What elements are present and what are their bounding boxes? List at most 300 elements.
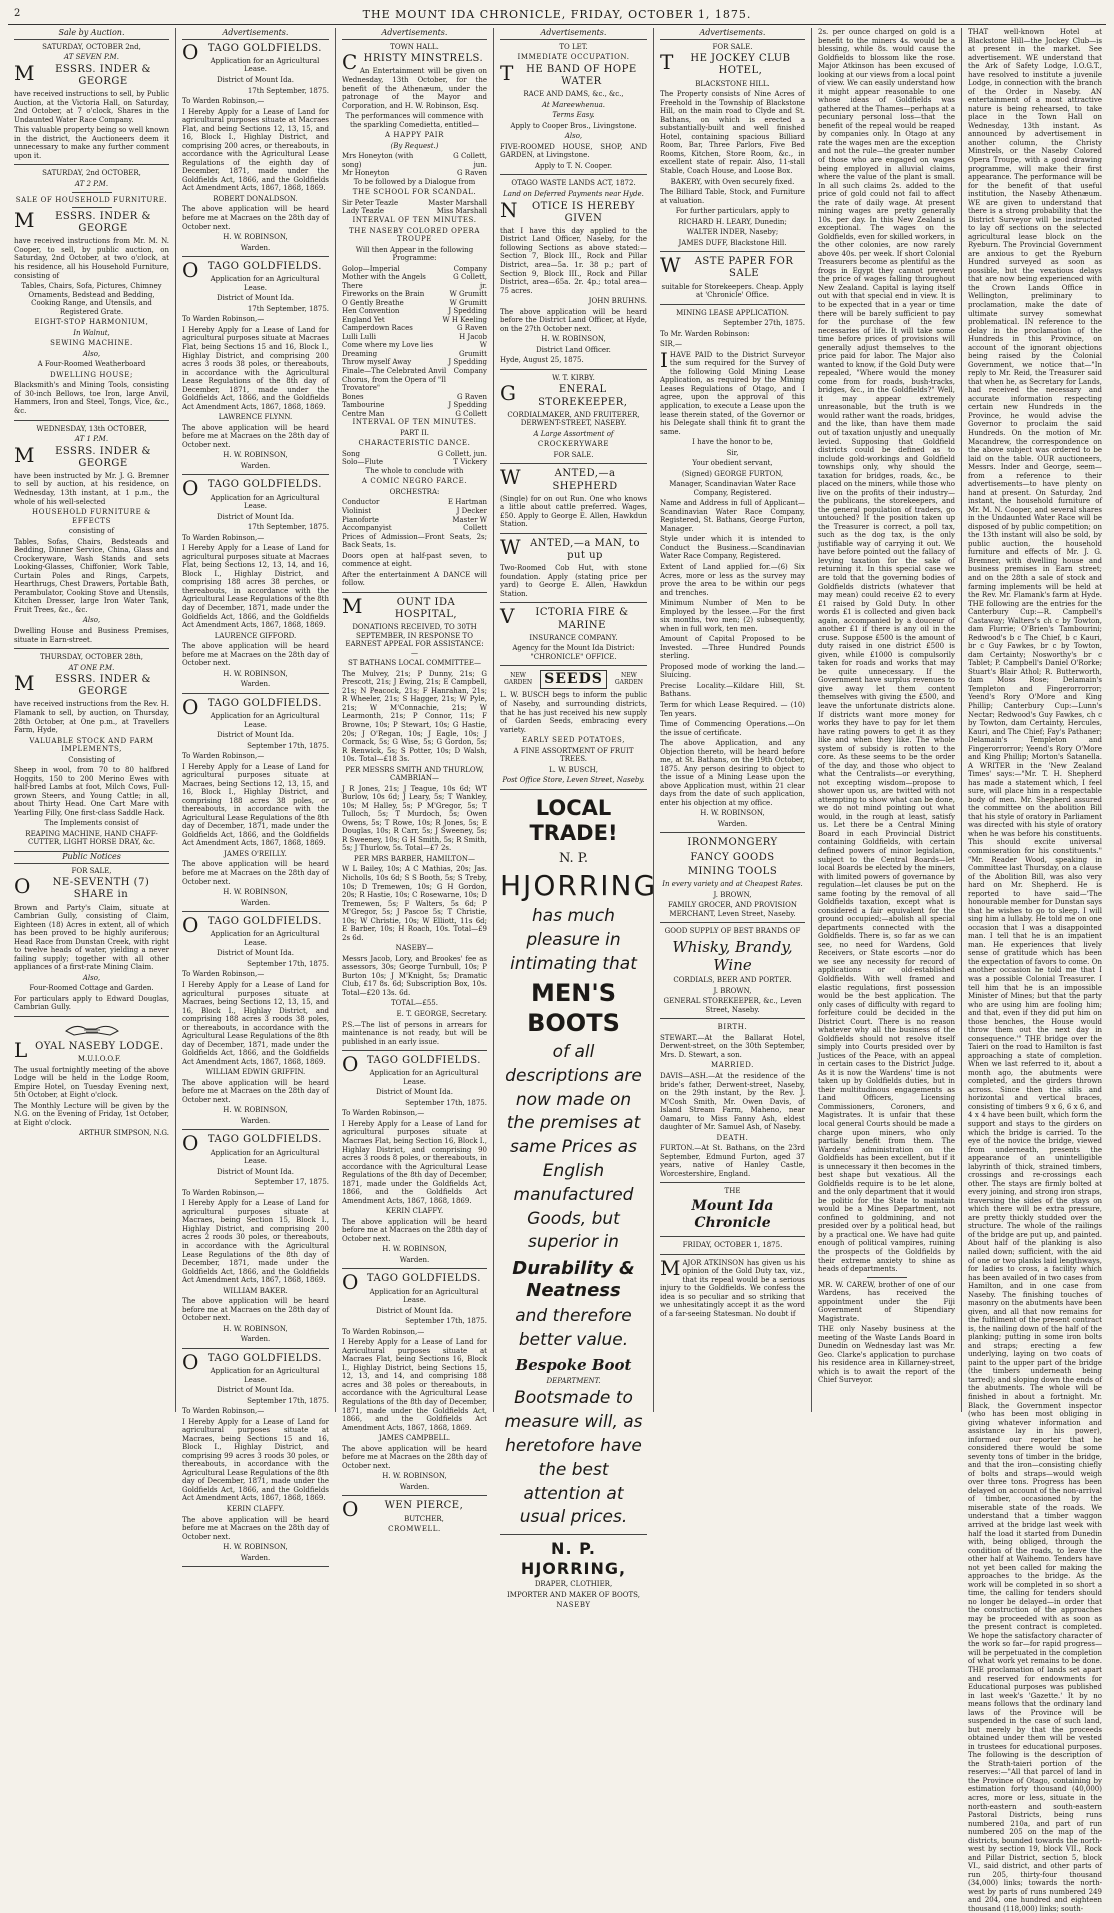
divider <box>500 665 647 666</box>
cast-row <box>342 516 487 533</box>
lease-date: September 17, 1875. <box>254 1178 329 1187</box>
warden-title: Warden. <box>240 1553 271 1562</box>
cast-role: O Gently Breathe <box>342 298 404 307</box>
married-heading: MARRIED. <box>710 1061 755 1070</box>
auction-date: SATURDAY, 2nd OCTOBER, <box>42 169 141 178</box>
insurance-agent: Agency for the Mount Ida District: "CHRONICLE" OFFICE. <box>512 644 635 661</box>
warden-title: Warden. <box>240 1116 271 1125</box>
lease-to: To Warden Robinson,— <box>182 1407 265 1416</box>
lease-district: District of Mount Ida. <box>217 76 294 84</box>
notice-date: Hyde, August 25, 1875. <box>500 356 584 365</box>
cast-role: Sir Peter Teazle <box>342 198 399 207</box>
cordials-heading: CORDIALS, BEER AND PORTER. <box>673 976 792 985</box>
cast-role: Tambourine <box>342 401 385 410</box>
divider <box>660 1182 805 1183</box>
divider <box>14 420 169 421</box>
cast-role: Song <box>342 449 360 458</box>
mining-signed: (Signed) GEORGE FURTON, <box>681 469 784 478</box>
auction-lot-detail: In Walnut, <box>73 328 110 337</box>
divider <box>660 304 805 305</box>
cast-role: Mother with the Angels There <box>342 273 426 290</box>
to-let-apply: Apply to T. N. Cooper. <box>534 161 613 170</box>
divider <box>660 1254 805 1255</box>
cast-role: Golop—Imperial <box>342 264 400 273</box>
event-piece: THE SCHOOL FOR SCANDAL. <box>352 188 477 197</box>
donor-list: J R Jones, 21s; J Teague, 10s 6d; WT Burlow, 10s 6d; J Leary, 5s; T Wankley, 10s; M Halley, 5s; P M'Gregor, 5s; T Tulloch, 5s; T Murdoch, 5s; Owen Owens, 5s; T Rowe, 10s; R Jones, 5s; E Douglas, 10s; R Carr, 5s; J Sweeney, 5s; R Sweeney, 10s; G H Smith, 5s; R Smith, 5s; J Thurlow, 5s. Total—£7 2s. <box>342 784 487 853</box>
lease-date: 17th September, 1875. <box>247 86 329 95</box>
event-body: The performances will commence with the sparkling Comedietta, entitled— <box>345 112 484 129</box>
lease-applicant: JAMES O'REILLY. <box>224 849 287 858</box>
mining-date: September 27th, 1875. <box>723 319 805 328</box>
death-heading: DEATH. <box>716 1133 749 1142</box>
divider <box>660 832 805 833</box>
lease-title-cap: O <box>182 1131 199 1156</box>
cast-list <box>342 498 487 532</box>
mining-sir: SIR,— <box>660 340 683 349</box>
hjorring-initials: N. P. <box>558 850 589 866</box>
cast-performer: J Spedding <box>448 307 487 316</box>
auction-items: Tables, Chairs, Sofa, Pictures, Chimney Ornaments, Bedstead and Bedding, Cooking Range, and Utensils, and Registered Grate. <box>21 282 162 316</box>
notice-also: Also, <box>82 973 101 982</box>
lease-to: To Warden Robinson,— <box>182 1188 265 1197</box>
auction-lot: EIGHT-STOP HARMONIUM, <box>34 318 149 327</box>
notice-body: Brown and Party's Claim, situate at Cambrian Gully, consisting of Claim, Eighteen (18) Acres in extent, all of which has been proved to be highly auriferous; Head Race from Dunstan Creek, with right to twelve heads of water, yielding a never failing supply; together with all other appliances of a first-rate Mining Claim. <box>14 903 169 972</box>
mining-to: To Mr. Warden Robinson: <box>660 329 750 338</box>
divider <box>500 789 647 790</box>
insurance-title-2: INSURANCE COMPANY. <box>529 633 618 642</box>
cast-performer: W Grumitt <box>449 290 487 299</box>
lease-hearing: The above application will be heard before me at Macraes on the 28th day of October next. <box>182 1297 329 1323</box>
officer-name: H. W. ROBINSON, <box>541 335 606 344</box>
masthead <box>8 6 1106 25</box>
cast-role: Mr Honeyton <box>342 169 390 178</box>
event-body: The whole to conclude with <box>365 466 464 475</box>
auction-body: have received instructions from the Rev. H. Flamank to sell, by auction, on Thursday, 28th October, at One p.m., at Travellers Farm, Hyde, <box>14 700 169 735</box>
lease-application: Application for an Agricultural Lease. <box>210 493 320 511</box>
to-let-title-2: RACE AND DAMS, &c., &c., <box>523 90 624 99</box>
lease-title-cap: O <box>182 476 199 501</box>
warden-title: Warden. <box>240 898 271 907</box>
divider <box>500 1534 647 1535</box>
act-sub: Land on Deferred Payments near Hyde. <box>503 189 644 198</box>
news-item: THE only Naseby business at the meeting of the Waste Lands Board in Dunedin on Wednesday last was Mr. Geo. Clarke's application to purchase his residence area in Killarney-street, which is to await the report of the Chief Surveyor. <box>818 1325 955 1385</box>
cast-performer: G Raven <box>456 169 487 178</box>
seeds-label-right: NEW GARDEN <box>614 672 643 686</box>
merchant-stock-3: FOR SALE. <box>553 450 594 459</box>
lease-applicant: LAWRENCE FLYNN. <box>218 413 293 422</box>
auction-body: have received instructions from Mr. M. N. Cooper, to sell, by public auction, on Saturday, 2nd October, at two o'clock, at his residence, all his Household Furniture, consisting of <box>14 237 169 280</box>
promo-text: Bootsmade to measure will, as heretofore have the best attention at usual prices. <box>504 1388 643 1528</box>
lease-title <box>182 913 329 938</box>
promo-text: and therefore better value. <box>515 1306 632 1350</box>
cast-performer: Company <box>453 367 487 375</box>
lease-date: 17th September, 1875. <box>247 523 329 532</box>
merchant-trade: G ENERAL STOREKEEPER, <box>500 381 628 408</box>
lease-application: Application for an Agricultural Lease. <box>369 1287 479 1305</box>
divider <box>500 602 647 603</box>
bespoke-department: DEPARTMENT. <box>546 1376 601 1385</box>
donor-group: PER MESSRS SMITH AND THURLOW, CAMBRIAN— <box>345 765 484 783</box>
warden-title: Warden. <box>399 1482 430 1491</box>
seeds-label-left: NEW GARDEN <box>504 672 533 686</box>
event-piece: CHARACTERISTIC DANCE. <box>358 439 471 448</box>
lease-district: District of Mount Ida. <box>217 1167 294 1176</box>
lease-title-text: TAGO GOLDFIELDS. <box>207 916 322 928</box>
storekeeper-name: J. BROWN, <box>713 986 752 995</box>
birth-heading: BIRTH. <box>717 1023 748 1032</box>
mining-fields <box>660 499 805 737</box>
lease-date: 17th September, 1875. <box>247 304 329 313</box>
auction-time: AT 1 P.M. <box>74 435 109 444</box>
lease-body: I Hereby Apply for a Lease of Land for agricultural purposes situate at Macraes, being Section 15, Block I., Highlay District, and comprising 200 acres 2 roods 30 poles, or thereabouts, in accordance with the Agricultural Lease Regulations of the 8th day of December, 1871, made under the Goldfields Act, 1866, and the Goldfields Act Amendment Acts, 1867, 1868, 1869. <box>182 1199 329 1285</box>
lease-hearing: The above application will be heard before me at Macraes on the 28th day of October next. <box>342 1444 487 1470</box>
auction-lot-detail: Dwelling House and Business Premises, situate in Earn-street. <box>14 626 169 644</box>
notice-sign: JOHN BRUHNS. <box>588 297 647 306</box>
cast-row <box>342 207 487 216</box>
promo-text: has much pleasure in intimating that <box>510 906 637 974</box>
editorial-date: FRIDAY, OCTOBER 1, 1875. <box>682 1241 783 1250</box>
interval: INTERVAL OF TEN MINUTES. <box>352 215 477 224</box>
cast-role: England Yet <box>342 315 385 324</box>
donor-list: W L Bailey, 10s; A C Mathias, 20s; Jas. Nicholls, 10s 6d; S S Booth, 5s; S Treby, 10s; D Tremewen, 10s; G H Gordon, 20s; R Hastie, 10s; C Rosewarne, 10s; D Tremewen, 5s; F Walters, 5s 6d; P M'Gregor, 5s; J Pascoe 5s; T Christie, 10s; W Christie, 10s; W Elliott, 11s 6d; E Barber, 10s; H Roach, 10s. Total—£9 2s 6d. <box>342 865 487 942</box>
auction-lot: SEWING MACHINE. <box>50 339 133 348</box>
mining-body: IHAVE PAID to the District Surveyor the sum required for the Survey of the following Gold Mining Lease Application, as required by the Mining Leases Regulations of Otago, and I agree, upon the approval of this application, to execute a Lease upon the lease therein stated, of the Governor or his Delegate shall think fit to grant the same. <box>660 347 805 436</box>
notice-hearing: The above application will be heard before the District Land Officer, at Hyde, on the 27th October next. <box>500 307 647 333</box>
cast-role: Lulli Lulli <box>342 332 376 341</box>
warden-name: H. W. ROBINSON, <box>223 1324 288 1333</box>
mining-honour: I have the honor to be, <box>692 438 773 447</box>
divider <box>500 369 647 370</box>
act-title: OTAGO WASTE LANDS ACT, 1872. <box>511 179 636 188</box>
warden-name: H. W. ROBINSON, <box>700 809 765 818</box>
lease-list <box>182 39 329 1567</box>
auction-lot-detail: A Four-Roomed Weatherboard <box>37 360 146 369</box>
section-heading: Public Notices <box>14 851 169 864</box>
column-4 <box>494 28 658 1610</box>
lease-district: District of Mount Ida. <box>217 731 294 740</box>
event-dance: After the entertainment A DANCE will follow. <box>342 570 487 588</box>
warden-name: H. W. ROBINSON, <box>223 1106 288 1115</box>
cast-row <box>342 393 487 402</box>
mining-field: Term for which Lease Required. — (10) Ten years. <box>660 700 805 718</box>
event-body: An Entertainment will be given on Wednesday, 13th October, for the benefit of the Athenæum, under the patronage of the Mayor and Corporation, and H. W. Robinson, Esq. <box>342 67 487 110</box>
bespoke-heading: Bespoke Boot <box>515 1355 632 1374</box>
warden-name: H. W. ROBINSON, <box>223 888 288 897</box>
cast-row <box>342 358 487 367</box>
mens-boots: MEN'S BOOTS <box>527 979 620 1037</box>
variety-text: In every variety and at Cheapest Rates. <box>662 879 803 888</box>
hotel-body: The Property consists of Nine Acres of Freehold in the Township of Blackstone Hill, on the main road to Clyde and St. Bathans, on which is erected a substantially-built and well finished Hotel, containing spacious Billiard Room, Bar, Three Parlors, Five Bed Rooms, Kitchen, Store Room, &c., in excellent state of repair. Also, 11-stall Stable, Coach House, and Loose Box. <box>660 90 805 175</box>
lease-hearing: The above application will be heard before me at Macraes on the 28th day of October next. <box>182 860 329 886</box>
warden-name: H. W. ROBINSON, <box>223 669 288 678</box>
lease-title-text: TAGO GOLDFIELDS. <box>207 479 322 491</box>
lease-title <box>182 1349 329 1374</box>
cast-row <box>342 450 487 459</box>
seeds-merchant: L. W. BUSCH, <box>548 765 599 774</box>
mining-sir: Sir, <box>726 448 739 457</box>
auction-lot-detail: Blacksmith's and Mining Tools, consisting of 30-inch Bellows, toe Iron, large Anvil, Hammers, Iron and Steel, Tongs, Vice, &c., &c. <box>14 381 169 415</box>
mining-title: MINING LEASE APPLICATION. <box>676 308 789 317</box>
auction-also: Also, <box>82 349 101 358</box>
masthead-title: THE MOUNT IDA CHRONICLE, FRIDAY, OCTOBER 1, 1875. <box>362 8 752 21</box>
lodge-signed: ARTHUR SIMPSON, N.G. <box>79 1129 169 1138</box>
lease-body: I Hereby Apply for a Lease of Land for agricultural purposes situate at Macraes Flat, being Sections 12, 13, 14, and 16, Block I., Highlay District, and comprising 188 acres 38 perches, or thereabouts, in accordance with the Agricultural Lease Regulations of the 8th day of December, 1871, made under the Goldfields Act, 1866, and the Goldfields Act Amendment Acts, 1867, 1868, 1869. <box>182 544 329 630</box>
column-2 <box>176 28 336 1562</box>
cast-role: Bones <box>342 392 364 401</box>
warden-name: H. W. ROBINSON, <box>382 1245 447 1254</box>
auction-time: AT 2 P.M. <box>74 179 109 188</box>
auctioneer-name: M ESSRS. INDER & GEORGE <box>14 671 151 698</box>
notice-lead: O NE-SEVENTH (7) SHARE in <box>14 874 150 901</box>
lease-hearing: The above application will be heard before me at Macraes on the 28th day of October next. <box>342 1217 487 1243</box>
cast-role: Camperdown Races <box>342 324 413 333</box>
married-notice: DAVIS—ASH.—At the residence of the bride's father, Derwent-street, Naseby, on the 29th instant, by the Rev. J. M'Cosh Smith, Mr. Owen Davis, of Island Stream Farm, Maheno, near Oamaru, to Miss Fanny Ash, eldest daughter of Mr. Samuel Ash, of Naseby. <box>660 1072 805 1132</box>
cast-row <box>342 324 487 333</box>
mining-servant: Your obedient servant, <box>692 459 773 468</box>
lease-to: To Warden Robinson,— <box>182 533 265 542</box>
divider <box>660 251 805 252</box>
seeds-potatoes: EARLY SEED POTATOES, <box>521 736 626 745</box>
divider <box>182 911 329 912</box>
divider <box>660 1018 805 1019</box>
lease-hearing: The above application will be heard before me at Macraes on the 28th day of October next. <box>182 423 329 449</box>
cast-row <box>342 273 487 290</box>
cast-performer: J Decker <box>456 506 487 515</box>
divider <box>182 1566 329 1567</box>
warden-name: H. W. ROBINSON, <box>382 1472 447 1481</box>
waste-paper-title: W ASTE PAPER FOR SALE <box>660 253 794 280</box>
mining-manager: Manager, Scandinavian Water Race Company, Registered. <box>669 480 796 497</box>
donor-group: PER MRS BARBER, HAMILTON— <box>354 854 475 863</box>
lease-applicant: WILLIAM EDWIN GRIFFIN. <box>205 1068 306 1077</box>
lease-application: Application for an Agricultural Lease. <box>210 56 320 74</box>
cast-row <box>342 458 487 467</box>
hotel-billiard: The Billiard Table, Stock, and Furniture at valuation. <box>660 188 805 205</box>
hospital-title: M OUNT IDA HOSPITAL, <box>342 593 458 620</box>
auction-body: have received instructions to sell, by Public Auction, at the Victoria Hall, on Saturday, 2nd October, at 7 o'clock, Shares in the Undaunted Water Race Company. <box>14 90 169 124</box>
fancy-goods-heading: FANCY GOODS <box>690 851 775 863</box>
mining-tools-heading: MINING TOOLS <box>687 865 778 877</box>
officer-title: District Land Officer. <box>536 345 611 354</box>
notice-title: N OTICE IS HEREBY GIVEN <box>500 197 636 224</box>
birth-notice: STEWART.—At the Ballarat Hotel, Derwent-street, on the 30th September, Mrs. D. Stewart, a son. <box>660 1033 805 1059</box>
cast-role: Lady Teazle <box>342 207 384 216</box>
divider <box>72 207 112 208</box>
lease-district: District of Mount Ida. <box>376 1088 453 1097</box>
programme-list <box>342 265 487 419</box>
editorial-the: THE <box>724 1187 741 1196</box>
cast-row <box>342 410 487 419</box>
cast-performer: G Collett <box>455 409 487 418</box>
to-let-location: At Mareewhenua. <box>542 100 605 109</box>
cast-performer: W H Keeling <box>442 315 487 324</box>
lease-title-text: TAGO GOLDFIELDS. <box>207 261 322 273</box>
cast-performer: W Grumitt <box>449 298 487 307</box>
lease-applicant: ROBERT DONALDSON. <box>213 194 298 203</box>
column-3 <box>336 28 494 1534</box>
lease-application: Application for an Agricultural Lease. <box>210 275 320 292</box>
cast-row <box>342 169 487 178</box>
lease-body: I Hereby Apply for a Lease of Land for agricultural purposes situate at Macraes, being Sections 15 and 16, Block I., Highlay District, and comprising 99 acres 3 roods 30 poles, or thereabouts, in accordance with the Agricultural Lease Regulations of the 8th day of December, 1871, made under the Goldfields Act, 1866, and the Goldfields Act Amendment Acts, 1867, 1868, 1869. <box>182 1417 329 1503</box>
lodge-body: The usual fortnightly meeting of the above Lodge will be held in the Lodge Room, Empire Hotel, on Tuesday Evening next, 5th October, at Eight o'clock. <box>14 1065 169 1100</box>
seeds-fruit: A FINE ASSORTMENT OF FRUIT TREES. <box>513 746 634 764</box>
mining-field: Extent of Land applied for.—(6) Six Acres, more or less as the survey may prove the area to be within our pegs and trenches. <box>660 563 805 597</box>
lease-application: Application for an Agricultural Lease. <box>210 930 320 947</box>
agent-name: WALTER INDER, Naseby; <box>686 228 779 237</box>
cast-row <box>342 299 487 308</box>
lease-date: September 17th, 1875. <box>247 1396 329 1405</box>
event-part: PART II. <box>400 428 429 437</box>
auction-lot: DWELLING HOUSE; <box>50 370 133 379</box>
lease-application: Application for an Agricultural Lease. <box>210 711 320 729</box>
merchant-name: W. T. KIRBY. <box>552 373 595 382</box>
cast-performer: G Collett, jun. <box>453 152 487 169</box>
lease-hearing: The above application will be heard before me at Macraes on the 28th day of October next. <box>182 205 329 231</box>
editorial-text: MAJOR ATKINSON has given us his opinion of the Gold Duty tax, viz., that its repeal would be a serious injury to the Goldfields. We confess the idea is so peculiar and so striking that we unhesitatingly accept it as the word of a far-seeing Statesman. No doubt if <box>660 1255 805 1318</box>
auctioneer-name: M ESSRS. INDER & GEORGE <box>14 442 151 469</box>
warden-title: Warden. <box>240 243 271 252</box>
divider <box>182 693 329 694</box>
warden-title: Warden. <box>240 1335 271 1344</box>
cast-performer: G Raven <box>456 324 487 333</box>
cast-row <box>342 265 487 274</box>
divider <box>500 463 647 464</box>
lease-applicant: JAMES CAMPBELL. <box>378 1434 451 1443</box>
local-trade-heading: LOCAL TRADE! <box>529 795 618 846</box>
event-body: To be followed by a Dialogue from <box>353 177 476 186</box>
lease-to: To Warden Robinson,— <box>342 1109 425 1118</box>
lease-hearing: The above application will be heard before me at Macraes on the 28th day of October next. <box>182 1515 329 1541</box>
cast-role: Come where my Love lies Dreaming <box>342 341 434 358</box>
secretary: E. T. GEORGE, Secretary. <box>396 1009 487 1018</box>
postscript: P.S.—The list of persons in arrears for maintenance is not ready, but will be published in an early issue. <box>342 1020 487 1046</box>
cast-row <box>342 152 487 169</box>
lease-district: District of Mount Ida. <box>376 1306 453 1315</box>
cast-role: Throw myself Away <box>342 358 412 367</box>
cast-row <box>342 199 487 208</box>
notice-body: that I have this day applied to the District Land Officer, Naseby, for the following Sections as above stated:—Section 7, Block III., Rock and Pillar District, area—5a. 1r. 38 p.; part of Section 9, Block III., Rock and Pillar District, area—65a. 2r. 4p.; total area—75 acres. <box>500 226 647 295</box>
agent-name: JAMES DUFF, Blackstone Hill. <box>678 238 787 247</box>
grocer-name: J. BROWN, <box>713 890 752 899</box>
to-let-heading: TO LET. <box>559 42 588 51</box>
lease-body: I Hereby Apply for a Lease of Land for agricultural purposes situate at Macraes Flat, being Section 16, Block I., Highlay District, and comprising 90 acres 3 roods 8 poles, or thereabouts, in accordance with the Agricultural Lease Regulations of the 8th day of December, 1871, made under the Goldfields Act, 1866, and the Goldfields Act Amendment Acts, 1867, 1868, 1869. <box>342 1119 487 1205</box>
sale-heading: FOR SALE. <box>712 42 753 51</box>
lease-date: September 17th, 1875. <box>247 959 329 968</box>
auction-date: WEDNESDAY, 13th OCTOBER, <box>36 424 147 433</box>
warden-name: H. W. ROBINSON, <box>223 1543 288 1552</box>
hotel-title: T HE JOCKEY CLUB HOTEL, <box>660 50 791 77</box>
notice-heading: FOR SALE, <box>71 866 112 875</box>
event-piece: THE NASEBY COLORED OPERA TROUPE <box>348 226 481 244</box>
lodge-body: The Monthly Lecture will be given by the N.G. on the Evening of Friday, 1st October, at Eight o'clock. <box>14 1101 169 1127</box>
divider <box>342 592 487 593</box>
divider <box>14 1016 169 1017</box>
cast-role: Pianoforte Accompanyist <box>342 515 392 533</box>
to-let-terms: Terms Easy. <box>552 111 595 120</box>
cast-performer: J Spedding <box>448 358 487 367</box>
auctioneer-name: M ESSRS. INDER & GEORGE <box>14 60 151 87</box>
seeds-title: SEEDS <box>540 670 607 689</box>
merchant-stock-2: CROCKERYWARE <box>537 440 610 449</box>
lease-applicant: KERIN CLAFFY. <box>226 1504 285 1513</box>
butcher-town: CROMWELL. <box>388 1525 441 1534</box>
column-6 <box>812 28 962 1412</box>
auction-items: Sheep in wool, from 70 to 80 halfbred Hoggits, 150 to 200 Merino Ewes with half-bred Lambs at foot, Milch Cows, Full-grown Steers, and Young Cattle; in all, about Thirty Head. One Cart Mare with Yearling Filly, One first-class Saddle Hack. <box>14 766 169 817</box>
section-heading: Advertisements. <box>660 28 805 40</box>
hjorring-footer: N. P. HJORRING, <box>520 1539 627 1578</box>
hotel-bakery: BAKERY, with Oven securely fixed. <box>670 177 795 186</box>
mining-field: Amount of Capital Proposed to be Invested. —Three Hundred Pounds sterling. <box>660 635 805 661</box>
auction-items: Tables, Sofas, Chairs, Bedsteads and Bedding, Dinner Service, China, Glass and Crockeryware, Wash Stands and sets Looking-Glasses, Chiffonier, Work Table, Curtain Poles and Rings, Carpets, Hearthrugs, Chest Drawers, Portable Bath, Perambulator, Cooking Stove and Utensils, Kitchen Dresser, large Iron Water Tank, Fruit Trees, &c., &c. <box>14 537 169 614</box>
auction-heading: VALUABLE STOCK AND FARM IMPLEMENTS, <box>29 736 154 754</box>
cast-row <box>342 367 487 393</box>
lodge-title: LOYAL NASEBY LODGE. <box>14 1038 164 1062</box>
lease-body: I Hereby Apply for a Lease of Land for agricultural purposes situate at Macraes Flat, being Sections 15 and 16, Block I., Highlay District, and comprising 200 acres 3 roods 38 poles, or thereabouts, in accordance with the Agricultural Lease Regulations of the 8th day of December, 1871, made under the Goldfields Act, 1866, and the Goldfields Act Amendment Acts, 1867, 1868, 1869. <box>182 325 329 411</box>
hjorring-trade: IMPORTER AND MAKER OF BOOTS, <box>507 1590 640 1599</box>
lease-district: District of Mount Ida. <box>217 294 294 303</box>
whisky-heading: Whisky, Brandy, Wine <box>672 937 793 974</box>
wanted-body: Two-Roomed Cob Hut, with stone foundation. Apply (stating price per yard) to George E. Allen, Hawkdun Station. <box>500 564 647 598</box>
cast-role: Fireworks on the Brain <box>342 290 425 299</box>
auction-implements: The Implements consist of <box>44 819 139 828</box>
divider <box>182 1129 329 1130</box>
mining-field: Time of Commencing Operations.—On the issue of certificate. <box>660 720 805 737</box>
lodge-order: M.U.I.O.O.F. <box>77 1055 121 1064</box>
cast-role: Hen Convention <box>342 307 400 316</box>
page-number: 2 <box>14 8 21 19</box>
editorial-masthead: Mount Ida Chronicle <box>691 1197 774 1231</box>
hospital-sub: DONATIONS RECEIVED, TO 30TH SEPTEMBER, IN RESPONSE TO EARNEST APPEAL FOR ASSISTANCE:— <box>345 623 484 657</box>
supply-heading: GOOD SUPPLY OF BEST BRANDS OF <box>664 927 801 936</box>
warden-title: Warden. <box>240 461 271 470</box>
mining-field: Precise Locality.—Kildare Hill, St. Bathans. <box>660 681 805 699</box>
column-5 <box>654 28 812 1412</box>
lease-to: To Warden Robinson,— <box>342 1327 425 1336</box>
cast-role: Centre Man <box>342 409 385 418</box>
lease-title <box>182 476 329 501</box>
event-doors: Doors open at half-past seven, to commence at eight. <box>342 551 487 569</box>
cast-performer: T Vickery <box>453 458 487 467</box>
divider <box>342 1050 487 1051</box>
notice-contact: For particulars apply to Edward Douglas, Cambrian Gully. <box>14 994 169 1012</box>
lease-to: To Warden Robinson,— <box>182 315 265 324</box>
lease-district: District of Mount Ida. <box>217 949 294 958</box>
divider <box>182 474 329 475</box>
auction-body: have been instructed by Mr. J. G. Bremner to sell by auction, at his residence, on Wednesday, 13th instant, at 1 p.m., the whole of his well-selected <box>14 471 169 506</box>
auction-consisting: consisting of <box>68 527 115 536</box>
lease-title <box>182 1131 329 1156</box>
lease-title-cap: O <box>182 694 199 719</box>
lease-date: September 17th, 1875. <box>405 1098 487 1107</box>
auction-implements-list: REAPING MACHINE, HAND CHAFF-CUTTER, LIGHT HORSE DRAY, &c. <box>25 829 158 847</box>
interval: INTERVAL OF TEN MINUTES. <box>352 418 477 427</box>
section-heading: Advertisements. <box>342 28 487 40</box>
auction-date: THURSDAY, OCTOBER 28th, <box>40 653 143 662</box>
auction-heading: SALE OF HOUSEHOLD FURNITURE. <box>15 195 168 204</box>
to-let-apply: Apply to Cooper Bros., Livingstone. <box>510 121 637 130</box>
event-body: Will then Appear in the following Programme: <box>355 245 474 263</box>
divider <box>867 1277 907 1278</box>
waste-paper-body: suitable for Storekeepers. Cheap. Apply at 'Chronicle' Office. <box>661 282 804 300</box>
death-notice: FURTON.—At St. Bathans, on the 23rd September, Edmund Furton, aged 37 years, native of Hanley Castle, Worcestershire, England. <box>660 1144 805 1178</box>
warden-name: H. W. ROBINSON, <box>223 233 288 242</box>
lease-to: To Warden Robinson,— <box>182 97 265 106</box>
lease-application: Application for an Agricultural Lease. <box>210 1148 320 1166</box>
event-piece-note: (By Request.) <box>390 141 439 150</box>
lease-district: District of Mount Ida. <box>217 512 294 521</box>
notice-extra: Four-Roomed Cottage and Garden. <box>29 984 154 993</box>
section-heading: Sale by Auction. <box>14 28 169 40</box>
